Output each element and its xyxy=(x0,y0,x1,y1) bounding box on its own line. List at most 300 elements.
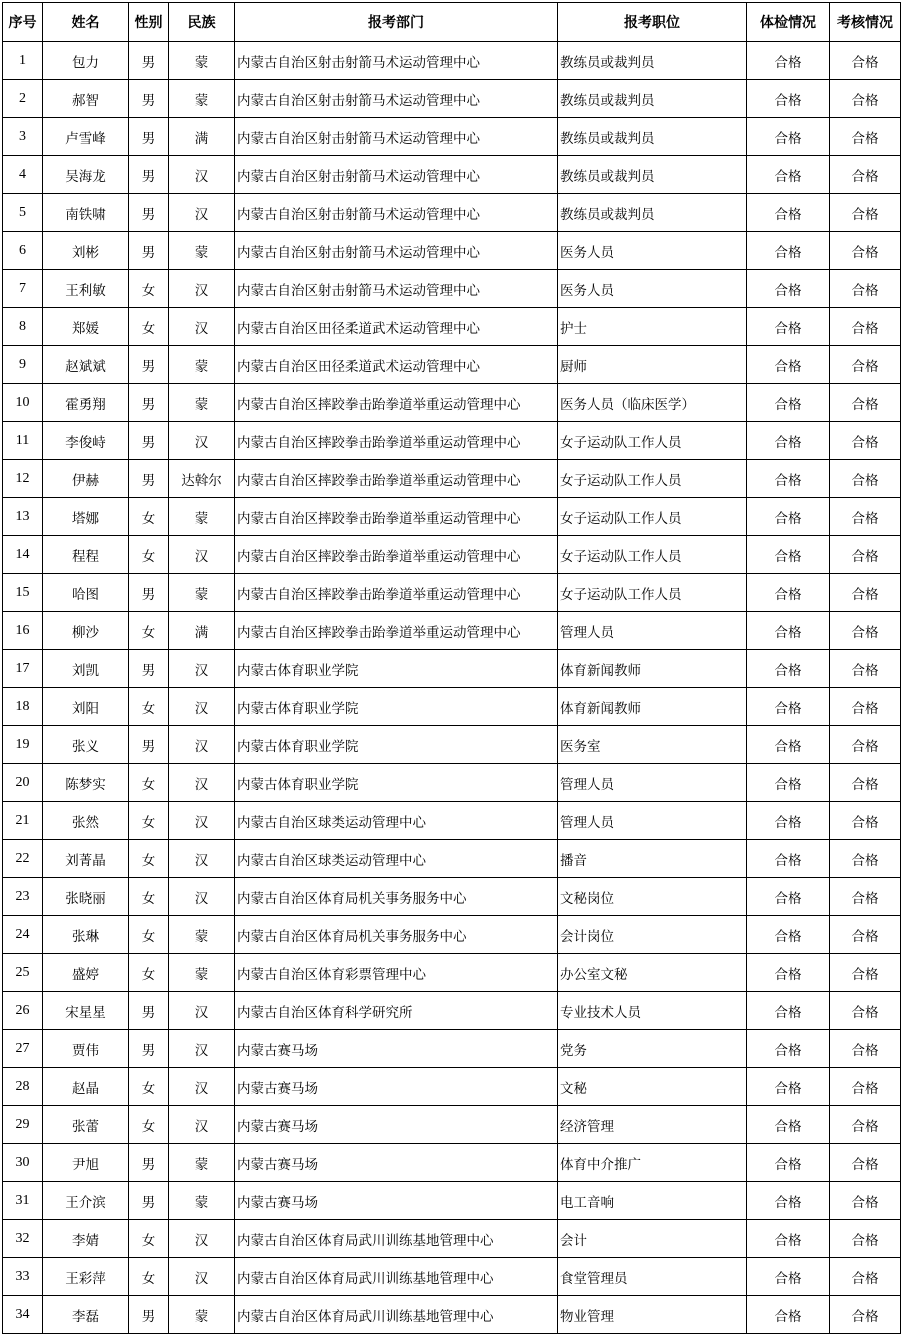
cell-gender: 男 xyxy=(129,118,169,156)
cell-name: 张晓丽 xyxy=(43,878,129,916)
cell-assessment: 合格 xyxy=(830,1258,901,1296)
cell-assessment: 合格 xyxy=(830,232,901,270)
cell-name: 南铁啸 xyxy=(43,194,129,232)
cell-medical: 合格 xyxy=(747,992,830,1030)
cell-no: 16 xyxy=(3,612,43,650)
table-body xyxy=(3,42,901,1334)
cell-name: 张义 xyxy=(43,726,129,764)
cell-assessment: 合格 xyxy=(830,346,901,384)
header-medical: 体检情况 xyxy=(747,3,830,42)
table-row xyxy=(3,80,901,118)
header-name: 姓名 xyxy=(43,3,129,42)
cell-ethnicity: 汉 xyxy=(169,270,235,308)
cell-position: 护士 xyxy=(558,308,747,346)
cell-name: 郝智 xyxy=(43,80,129,118)
cell-position: 医务人员（临床医学） xyxy=(558,384,747,422)
header-gender: 性别 xyxy=(129,3,169,42)
cell-department: 内蒙古自治区田径柔道武术运动管理中心 xyxy=(235,308,558,346)
cell-assessment: 合格 xyxy=(830,916,901,954)
cell-name: 包力 xyxy=(43,42,129,80)
table-row xyxy=(3,878,901,916)
cell-no: 20 xyxy=(3,764,43,802)
cell-ethnicity: 汉 xyxy=(169,194,235,232)
cell-medical: 合格 xyxy=(747,346,830,384)
cell-department: 内蒙古体育职业学院 xyxy=(235,688,558,726)
cell-ethnicity: 蒙 xyxy=(169,80,235,118)
table-row xyxy=(3,612,901,650)
cell-medical: 合格 xyxy=(747,726,830,764)
cell-ethnicity: 蒙 xyxy=(169,232,235,270)
cell-assessment: 合格 xyxy=(830,536,901,574)
cell-position: 专业技术人员 xyxy=(558,992,747,1030)
cell-gender: 男 xyxy=(129,1182,169,1220)
cell-name: 刘彬 xyxy=(43,232,129,270)
cell-name: 李婧 xyxy=(43,1220,129,1258)
cell-medical: 合格 xyxy=(747,384,830,422)
table-row xyxy=(3,498,901,536)
cell-department: 内蒙古自治区摔跤拳击跆拳道举重运动管理中心 xyxy=(235,612,558,650)
cell-department: 内蒙古自治区摔跤拳击跆拳道举重运动管理中心 xyxy=(235,422,558,460)
cell-assessment: 合格 xyxy=(830,194,901,232)
cell-ethnicity: 达斡尔 xyxy=(169,460,235,498)
table-row xyxy=(3,802,901,840)
cell-assessment: 合格 xyxy=(830,80,901,118)
cell-ethnicity: 汉 xyxy=(169,422,235,460)
cell-medical: 合格 xyxy=(747,916,830,954)
cell-name: 郑媛 xyxy=(43,308,129,346)
cell-no: 4 xyxy=(3,156,43,194)
cell-assessment: 合格 xyxy=(830,954,901,992)
cell-gender: 男 xyxy=(129,1296,169,1334)
cell-department: 内蒙古自治区射击射箭马术运动管理中心 xyxy=(235,232,558,270)
cell-medical: 合格 xyxy=(747,878,830,916)
cell-gender: 女 xyxy=(129,612,169,650)
cell-gender: 女 xyxy=(129,498,169,536)
cell-medical: 合格 xyxy=(747,460,830,498)
cell-assessment: 合格 xyxy=(830,1144,901,1182)
cell-no: 27 xyxy=(3,1030,43,1068)
cell-department: 内蒙古自治区体育局武川训练基地管理中心 xyxy=(235,1220,558,1258)
cell-position: 管理人员 xyxy=(558,764,747,802)
cell-assessment: 合格 xyxy=(830,992,901,1030)
cell-name: 王介滨 xyxy=(43,1182,129,1220)
cell-name: 陈梦实 xyxy=(43,764,129,802)
cell-gender: 女 xyxy=(129,1106,169,1144)
table-row xyxy=(3,42,901,80)
cell-assessment: 合格 xyxy=(830,384,901,422)
cell-position: 办公室文秘 xyxy=(558,954,747,992)
cell-medical: 合格 xyxy=(747,270,830,308)
cell-gender: 男 xyxy=(129,156,169,194)
cell-position: 文秘岗位 xyxy=(558,878,747,916)
cell-department: 内蒙古自治区射击射箭马术运动管理中心 xyxy=(235,270,558,308)
cell-gender: 女 xyxy=(129,270,169,308)
cell-gender: 男 xyxy=(129,232,169,270)
cell-position: 教练员或裁判员 xyxy=(558,194,747,232)
cell-assessment: 合格 xyxy=(830,42,901,80)
cell-no: 32 xyxy=(3,1220,43,1258)
cell-no: 22 xyxy=(3,840,43,878)
header-ethnicity: 民族 xyxy=(169,3,235,42)
cell-ethnicity: 汉 xyxy=(169,1220,235,1258)
cell-gender: 女 xyxy=(129,1220,169,1258)
cell-ethnicity: 汉 xyxy=(169,650,235,688)
cell-name: 贾伟 xyxy=(43,1030,129,1068)
table-row xyxy=(3,954,901,992)
cell-no: 26 xyxy=(3,992,43,1030)
cell-gender: 男 xyxy=(129,346,169,384)
cell-medical: 合格 xyxy=(747,840,830,878)
cell-gender: 女 xyxy=(129,688,169,726)
cell-position: 食堂管理员 xyxy=(558,1258,747,1296)
table-row xyxy=(3,346,901,384)
cell-assessment: 合格 xyxy=(830,1106,901,1144)
header-no: 序号 xyxy=(3,3,43,42)
cell-ethnicity: 汉 xyxy=(169,992,235,1030)
cell-assessment: 合格 xyxy=(830,156,901,194)
cell-name: 刘阳 xyxy=(43,688,129,726)
cell-ethnicity: 蒙 xyxy=(169,384,235,422)
table-row xyxy=(3,764,901,802)
table-row xyxy=(3,650,901,688)
cell-department: 内蒙古自治区体育局武川训练基地管理中心 xyxy=(235,1258,558,1296)
cell-name: 刘菁晶 xyxy=(43,840,129,878)
cell-no: 15 xyxy=(3,574,43,612)
cell-gender: 女 xyxy=(129,764,169,802)
cell-department: 内蒙古自治区射击射箭马术运动管理中心 xyxy=(235,42,558,80)
cell-position: 女子运动队工作人员 xyxy=(558,422,747,460)
cell-no: 14 xyxy=(3,536,43,574)
cell-medical: 合格 xyxy=(747,802,830,840)
cell-name: 刘凯 xyxy=(43,650,129,688)
cell-department: 内蒙古自治区球类运动管理中心 xyxy=(235,802,558,840)
cell-no: 28 xyxy=(3,1068,43,1106)
cell-no: 33 xyxy=(3,1258,43,1296)
cell-name: 李磊 xyxy=(43,1296,129,1334)
cell-assessment: 合格 xyxy=(830,1182,901,1220)
cell-assessment: 合格 xyxy=(830,1068,901,1106)
cell-department: 内蒙古自治区摔跤拳击跆拳道举重运动管理中心 xyxy=(235,574,558,612)
cell-no: 8 xyxy=(3,308,43,346)
cell-medical: 合格 xyxy=(747,1296,830,1334)
cell-department: 内蒙古赛马场 xyxy=(235,1106,558,1144)
cell-position: 经济管理 xyxy=(558,1106,747,1144)
table-row xyxy=(3,384,901,422)
cell-position: 医务人员 xyxy=(558,270,747,308)
cell-name: 张然 xyxy=(43,802,129,840)
cell-name: 赵斌斌 xyxy=(43,346,129,384)
cell-ethnicity: 汉 xyxy=(169,1030,235,1068)
cell-no: 19 xyxy=(3,726,43,764)
cell-name: 霍勇翔 xyxy=(43,384,129,422)
cell-no: 21 xyxy=(3,802,43,840)
cell-department: 内蒙古赛马场 xyxy=(235,1030,558,1068)
cell-position: 医务人员 xyxy=(558,232,747,270)
cell-ethnicity: 汉 xyxy=(169,156,235,194)
cell-name: 王彩萍 xyxy=(43,1258,129,1296)
cell-medical: 合格 xyxy=(747,1068,830,1106)
table-row xyxy=(3,916,901,954)
cell-ethnicity: 满 xyxy=(169,118,235,156)
cell-medical: 合格 xyxy=(747,1182,830,1220)
cell-assessment: 合格 xyxy=(830,270,901,308)
header-row xyxy=(3,3,901,42)
cell-ethnicity: 汉 xyxy=(169,1258,235,1296)
cell-name: 吴海龙 xyxy=(43,156,129,194)
cell-assessment: 合格 xyxy=(830,1220,901,1258)
cell-medical: 合格 xyxy=(747,612,830,650)
cell-ethnicity: 蒙 xyxy=(169,916,235,954)
cell-position: 播音 xyxy=(558,840,747,878)
cell-assessment: 合格 xyxy=(830,840,901,878)
table-row xyxy=(3,688,901,726)
cell-medical: 合格 xyxy=(747,1220,830,1258)
cell-assessment: 合格 xyxy=(830,612,901,650)
cell-no: 25 xyxy=(3,954,43,992)
cell-gender: 男 xyxy=(129,992,169,1030)
cell-assessment: 合格 xyxy=(830,688,901,726)
cell-ethnicity: 汉 xyxy=(169,802,235,840)
cell-medical: 合格 xyxy=(747,688,830,726)
table-row xyxy=(3,1106,901,1144)
cell-ethnicity: 汉 xyxy=(169,726,235,764)
cell-position: 管理人员 xyxy=(558,802,747,840)
cell-name: 李俊峙 xyxy=(43,422,129,460)
cell-department: 内蒙古赛马场 xyxy=(235,1068,558,1106)
cell-position: 厨师 xyxy=(558,346,747,384)
header-assessment: 考核情况 xyxy=(830,3,901,42)
cell-ethnicity: 汉 xyxy=(169,688,235,726)
cell-assessment: 合格 xyxy=(830,1030,901,1068)
cell-department: 内蒙古自治区体育彩票管理中心 xyxy=(235,954,558,992)
cell-name: 张蕾 xyxy=(43,1106,129,1144)
table-row xyxy=(3,156,901,194)
table-header xyxy=(3,3,901,42)
cell-gender: 女 xyxy=(129,878,169,916)
cell-department: 内蒙古自治区摔跤拳击跆拳道举重运动管理中心 xyxy=(235,460,558,498)
cell-ethnicity: 蒙 xyxy=(169,42,235,80)
table-row xyxy=(3,536,901,574)
cell-department: 内蒙古自治区射击射箭马术运动管理中心 xyxy=(235,118,558,156)
cell-medical: 合格 xyxy=(747,1030,830,1068)
cell-no: 24 xyxy=(3,916,43,954)
cell-gender: 女 xyxy=(129,954,169,992)
cell-department: 内蒙古赛马场 xyxy=(235,1182,558,1220)
cell-name: 哈图 xyxy=(43,574,129,612)
cell-medical: 合格 xyxy=(747,232,830,270)
cell-position: 女子运动队工作人员 xyxy=(558,574,747,612)
cell-assessment: 合格 xyxy=(830,498,901,536)
cell-department: 内蒙古自治区射击射箭马术运动管理中心 xyxy=(235,80,558,118)
cell-no: 1 xyxy=(3,42,43,80)
cell-medical: 合格 xyxy=(747,1144,830,1182)
cell-medical: 合格 xyxy=(747,308,830,346)
table-row xyxy=(3,308,901,346)
cell-position: 女子运动队工作人员 xyxy=(558,536,747,574)
cell-name: 赵晶 xyxy=(43,1068,129,1106)
table-row xyxy=(3,1182,901,1220)
cell-no: 3 xyxy=(3,118,43,156)
cell-no: 31 xyxy=(3,1182,43,1220)
cell-name: 卢雪峰 xyxy=(43,118,129,156)
cell-gender: 男 xyxy=(129,650,169,688)
cell-gender: 男 xyxy=(129,384,169,422)
cell-department: 内蒙古自治区体育局机关事务服务中心 xyxy=(235,878,558,916)
cell-ethnicity: 汉 xyxy=(169,308,235,346)
cell-name: 伊赫 xyxy=(43,460,129,498)
cell-gender: 男 xyxy=(129,460,169,498)
cell-gender: 女 xyxy=(129,1258,169,1296)
cell-ethnicity: 蒙 xyxy=(169,1144,235,1182)
cell-ethnicity: 蒙 xyxy=(169,1182,235,1220)
cell-name: 张琳 xyxy=(43,916,129,954)
cell-position: 教练员或裁判员 xyxy=(558,118,747,156)
cell-name: 塔娜 xyxy=(43,498,129,536)
table-row xyxy=(3,1068,901,1106)
cell-position: 会计岗位 xyxy=(558,916,747,954)
cell-department: 内蒙古自治区体育局机关事务服务中心 xyxy=(235,916,558,954)
cell-position: 教练员或裁判员 xyxy=(558,156,747,194)
cell-ethnicity: 汉 xyxy=(169,1106,235,1144)
table-row xyxy=(3,1144,901,1182)
candidate-table xyxy=(2,2,901,1334)
cell-position: 女子运动队工作人员 xyxy=(558,460,747,498)
cell-department: 内蒙古自治区射击射箭马术运动管理中心 xyxy=(235,194,558,232)
header-position: 报考职位 xyxy=(558,3,747,42)
cell-assessment: 合格 xyxy=(830,726,901,764)
cell-medical: 合格 xyxy=(747,954,830,992)
cell-assessment: 合格 xyxy=(830,308,901,346)
cell-position: 女子运动队工作人员 xyxy=(558,498,747,536)
cell-department: 内蒙古自治区摔跤拳击跆拳道举重运动管理中心 xyxy=(235,498,558,536)
cell-gender: 男 xyxy=(129,42,169,80)
cell-name: 尹旭 xyxy=(43,1144,129,1182)
cell-name: 盛婷 xyxy=(43,954,129,992)
cell-department: 内蒙古自治区射击射箭马术运动管理中心 xyxy=(235,156,558,194)
cell-no: 2 xyxy=(3,80,43,118)
cell-gender: 男 xyxy=(129,80,169,118)
cell-gender: 女 xyxy=(129,1068,169,1106)
cell-name: 程程 xyxy=(43,536,129,574)
cell-department: 内蒙古体育职业学院 xyxy=(235,650,558,688)
cell-no: 17 xyxy=(3,650,43,688)
cell-department: 内蒙古体育职业学院 xyxy=(235,726,558,764)
cell-ethnicity: 汉 xyxy=(169,536,235,574)
cell-position: 会计 xyxy=(558,1220,747,1258)
cell-department: 内蒙古自治区体育科学研究所 xyxy=(235,992,558,1030)
cell-gender: 男 xyxy=(129,574,169,612)
cell-medical: 合格 xyxy=(747,194,830,232)
cell-department: 内蒙古赛马场 xyxy=(235,1144,558,1182)
cell-department: 内蒙古自治区田径柔道武术运动管理中心 xyxy=(235,346,558,384)
table-row xyxy=(3,194,901,232)
cell-position: 体育中介推广 xyxy=(558,1144,747,1182)
cell-ethnicity: 蒙 xyxy=(169,954,235,992)
table-row xyxy=(3,992,901,1030)
cell-position: 教练员或裁判员 xyxy=(558,42,747,80)
cell-gender: 男 xyxy=(129,1030,169,1068)
cell-position: 党务 xyxy=(558,1030,747,1068)
table-row xyxy=(3,422,901,460)
cell-gender: 女 xyxy=(129,802,169,840)
cell-position: 医务室 xyxy=(558,726,747,764)
cell-no: 5 xyxy=(3,194,43,232)
cell-gender: 男 xyxy=(129,422,169,460)
cell-department: 内蒙古体育职业学院 xyxy=(235,764,558,802)
cell-ethnicity: 满 xyxy=(169,612,235,650)
cell-medical: 合格 xyxy=(747,80,830,118)
cell-assessment: 合格 xyxy=(830,878,901,916)
cell-medical: 合格 xyxy=(747,156,830,194)
cell-name: 宋星星 xyxy=(43,992,129,1030)
cell-no: 9 xyxy=(3,346,43,384)
cell-no: 7 xyxy=(3,270,43,308)
cell-department: 内蒙古自治区摔跤拳击跆拳道举重运动管理中心 xyxy=(235,536,558,574)
table-row xyxy=(3,1220,901,1258)
table-row xyxy=(3,460,901,498)
cell-ethnicity: 汉 xyxy=(169,764,235,802)
table-row xyxy=(3,1296,901,1334)
cell-assessment: 合格 xyxy=(830,422,901,460)
cell-ethnicity: 汉 xyxy=(169,840,235,878)
cell-no: 12 xyxy=(3,460,43,498)
cell-ethnicity: 蒙 xyxy=(169,498,235,536)
table-row xyxy=(3,574,901,612)
cell-no: 11 xyxy=(3,422,43,460)
cell-department: 内蒙古自治区体育局武川训练基地管理中心 xyxy=(235,1296,558,1334)
cell-assessment: 合格 xyxy=(830,650,901,688)
cell-gender: 女 xyxy=(129,308,169,346)
cell-no: 30 xyxy=(3,1144,43,1182)
cell-assessment: 合格 xyxy=(830,1296,901,1334)
cell-no: 18 xyxy=(3,688,43,726)
cell-medical: 合格 xyxy=(747,650,830,688)
cell-medical: 合格 xyxy=(747,118,830,156)
cell-position: 体育新闻教师 xyxy=(558,650,747,688)
cell-medical: 合格 xyxy=(747,574,830,612)
table-row xyxy=(3,726,901,764)
cell-no: 23 xyxy=(3,878,43,916)
cell-assessment: 合格 xyxy=(830,802,901,840)
cell-position: 体育新闻教师 xyxy=(558,688,747,726)
cell-position: 电工音响 xyxy=(558,1182,747,1220)
cell-gender: 男 xyxy=(129,194,169,232)
cell-ethnicity: 蒙 xyxy=(169,574,235,612)
cell-no: 13 xyxy=(3,498,43,536)
cell-name: 王利敏 xyxy=(43,270,129,308)
table-row xyxy=(3,840,901,878)
cell-name: 柳沙 xyxy=(43,612,129,650)
cell-ethnicity: 蒙 xyxy=(169,346,235,384)
cell-gender: 女 xyxy=(129,840,169,878)
table-row xyxy=(3,118,901,156)
cell-ethnicity: 汉 xyxy=(169,1068,235,1106)
cell-assessment: 合格 xyxy=(830,764,901,802)
cell-ethnicity: 汉 xyxy=(169,878,235,916)
cell-position: 管理人员 xyxy=(558,612,747,650)
cell-medical: 合格 xyxy=(747,1106,830,1144)
cell-gender: 男 xyxy=(129,1144,169,1182)
cell-assessment: 合格 xyxy=(830,118,901,156)
cell-medical: 合格 xyxy=(747,536,830,574)
cell-department: 内蒙古自治区球类运动管理中心 xyxy=(235,840,558,878)
cell-position: 文秘 xyxy=(558,1068,747,1106)
table-row xyxy=(3,1258,901,1296)
table-row xyxy=(3,270,901,308)
cell-no: 6 xyxy=(3,232,43,270)
table-row xyxy=(3,232,901,270)
cell-position: 物业管理 xyxy=(558,1296,747,1334)
